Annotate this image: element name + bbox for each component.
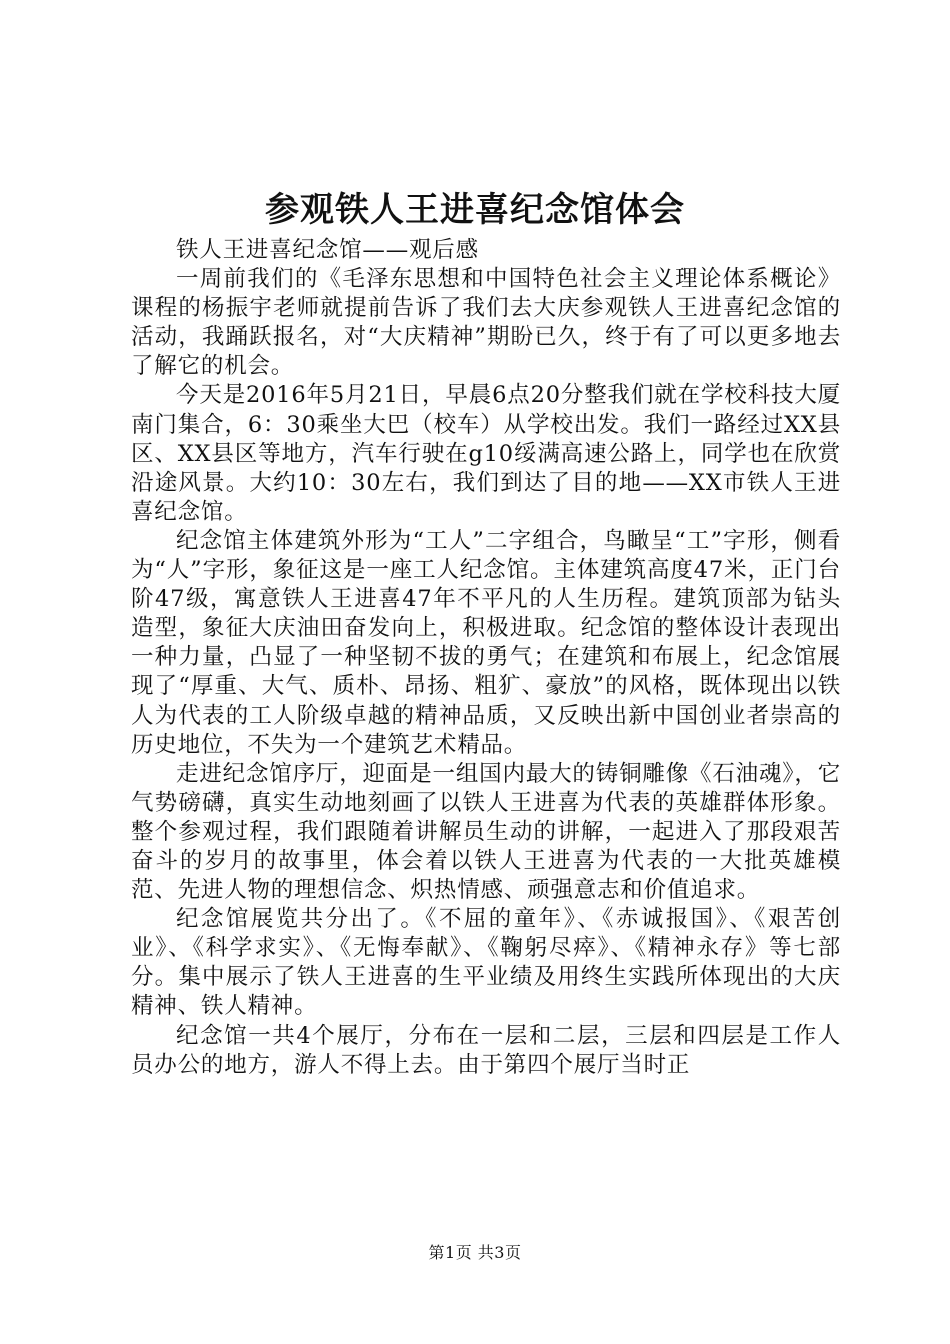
- document-body: [131, 236, 841, 1080]
- body-paragraph: 走进纪念馆序厅，迎面是一组国内最大的铸铜雕像《石油魂》，它气势磅礴，真实生动地刻画了以铁人王进喜为代表的英雄群体形象。整个参观过程，我们跟随着讲解员生动的讲解，一起进入了那段艰苦奋斗的岁月的故事里，体会着以铁人王进喜为代表的一大批英雄模范、先进人物的理想信念、炽热情感、顽强意志和价值追求。: [131, 760, 841, 904]
- body-paragraph: 纪念馆一共4个展厅，分布在一层和二层，三层和四层是工作人员办公的地方，游人不得上去。由于第四个展厅当时正: [131, 1022, 841, 1078]
- body-paragraph: 纪念馆展览共分出了。《不屈的童年》、《赤诚报国》、《艰苦创业》、《科学求实》、《无悔奉献》、《鞠躬尽瘁》、《精神永存》等七部分。集中展示了铁人王进喜的生平业绩及用终生实践所体现出的大庆精神、铁人精神。: [131, 906, 841, 1020]
- page-footer: 第1页 共3页: [428, 1243, 522, 1262]
- body-paragraph: 纪念馆主体建筑外形为“工人”二字组合，鸟瞰呈“工”字形，侧看为“人”字形，象征这是一座工人纪念馆。主体建筑高度47米，正门台阶47级，寓意铁人王进喜47年不平凡的人生历程。建筑顶部为钻头造型，象征大庆油田奋发向上，积极进取。纪念馆的整体设计表现出一种力量，凸显了一种坚韧不拔的勇气；在建筑和布展上，纪念馆展现了“厚重、大气、质朴、昂扬、粗犷、豪放”的风格，既体现出以铁人为代表的工人阶级卓越的精神品质，又反映出新中国创业者崇高的历史地位，不失为一个建筑艺术精品。: [131, 527, 841, 758]
- page-title: 参观铁人王进喜纪念馆体会: [265, 190, 685, 230]
- body-paragraph: 今天是2016年5月21日，早晨6点20分整我们就在学校科技大厦南门集合，6：30乘坐大巴（校车）从学校出发。我们一路经过XX县区、XX县区等地方，汽车行驶在g10绥满高速公路上，同学也在欣赏沿途风景。大约10：30左右，我们到达了目的地——XX市铁人王进喜纪念馆。: [131, 382, 841, 525]
- body-paragraph: 一周前我们的《毛泽东思想和中国特色社会主义理论体系概论》课程的杨振宇老师就提前告诉了我们去大庆参观铁人王进喜纪念馆的活动，我踊跃报名，对“大庆精神”期盼已久，终于有了可以更多地去了解它的机会。: [131, 266, 841, 380]
- subtitle-paragraph: 铁人王进喜纪念馆——观后感: [176, 237, 479, 263]
